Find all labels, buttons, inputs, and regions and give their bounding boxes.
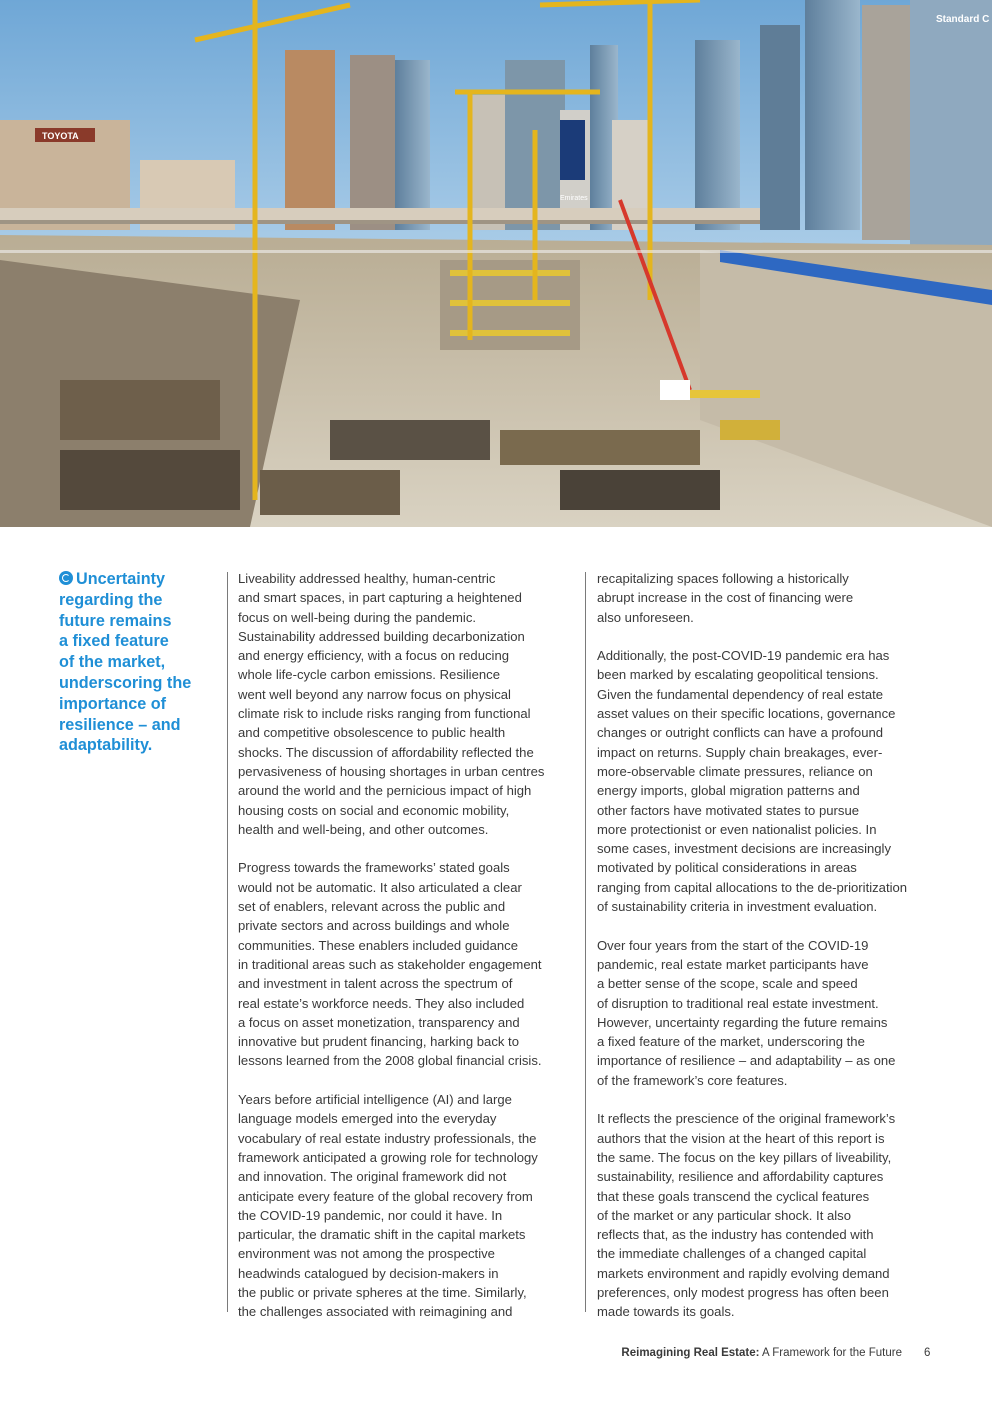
paragraph: recapitalizing spaces following a historically abrupt increase in the cost of financing were also unforeseen. bbox=[597, 571, 854, 625]
sign-mid: Emirates bbox=[560, 195, 588, 202]
quote-icon bbox=[59, 571, 73, 585]
footer-title-rest: A Framework for the Future bbox=[759, 1347, 902, 1359]
sign-toyota: TOYOTA bbox=[42, 131, 79, 141]
page-number: 6 bbox=[924, 1347, 931, 1359]
body-column-middle bbox=[238, 569, 583, 1322]
column-divider-right bbox=[585, 572, 586, 1312]
paragraph: It reflects the prescience of the original framework’s authors that the vision at the heart of this report is the same. The focus on the key pillars of liveability, sustainability, resilience and affordability captures that these goals transcend the cyclical features of the market or any particular shock. It also reflects that, as the industry has contended with the immediate challenges of a changed capital markets environment and rapidly evolving demand preferences, only modest progress has often been made towards its goals. bbox=[597, 1111, 896, 1320]
sign-standard: Standard C bbox=[936, 14, 990, 25]
paragraph: Over four years from the start of the COVID-19 pandemic, real estate market participants have a better sense of the scope, scale and speed of disruption to traditional real estate investment. However, uncertainty regarding the future remains a fixed feature of the market, underscoring the importance of resilience – and adaptability – as one of the framework’s core features. bbox=[597, 937, 896, 1088]
hero-photo bbox=[0, 0, 992, 527]
construction-site-illustration bbox=[0, 0, 992, 527]
page-footer-title bbox=[621, 1347, 902, 1359]
body-column-right bbox=[597, 569, 942, 1322]
pull-quote-text: Uncertainty regarding the future remains a fixed feature of the market, underscoring the importance of resilience – and adaptability. bbox=[59, 570, 192, 755]
paragraph: Progress towards the frameworks’ stated goals would not be automatic. It also articulated a clear set of enablers, relevant across the public and private sectors and across buildings and whole communities. These enablers included guidance in traditional areas such as stakeholder engagement and investment in talent across the spectrum of real estate’s workforce needs. They also included a focus on asset monetization, transparency and innovative but prudent financing, harking back to lessons learned from the 2008 global financial crisis. bbox=[238, 860, 542, 1069]
column-divider-left bbox=[227, 572, 228, 1312]
paragraph: Years before artificial intelligence (AI) and large language models emerged into the everyday vocabulary of real estate industry professionals, the framework anticipated a growing role for technology and innovation. The original framework did not anticipate every feature of the global recovery from the COVID-19 pandemic, nor could it have. In particular, the dramatic shift in the capital markets environment was not among the prospective headwinds catalogued by decision-makers in the public or private spheres at the time. Similarly, the challenges associated with reimagining and bbox=[238, 1092, 538, 1320]
paragraph: Liveability addressed healthy, human-centric and smart spaces, in part capturing a heightened focus on well-being during the pandemic. Sustainability addressed building decarbonization and energy efficiency, with a focus on reducing whole life-cycle carbon emissions. Resilience went well beyond any narrow focus on physical climate risk to include risks ranging from functional and competitive obsolescence to public health shocks. The discussion of affordability reflected the pervasiveness of housing shortages in urban centres around the world and the pernicious impact of high housing costs on social and economic mobility, health and well-being, and other outcomes. bbox=[238, 571, 545, 837]
footer-title-bold: Reimagining Real Estate: bbox=[621, 1347, 760, 1359]
pull-quote bbox=[59, 569, 209, 756]
paragraph: Additionally, the post-COVID-19 pandemic era has been marked by escalating geopolitical tensions. Given the fundamental dependency of real estate asset values on their specific locations, governance changes or outright conflicts can have a profound impact on returns. Supply chain breakages, ever- more-observable climate pressures, reliance on energy imports, global migration patterns and other factors have motivated states to pursue more protectionist or even nationalist policies. In some cases, investment decisions are increasingly motivated by political considerations in areas ranging from capital allocations to the de-prioritization of sustainability criteria in investment evaluation. bbox=[597, 648, 908, 915]
